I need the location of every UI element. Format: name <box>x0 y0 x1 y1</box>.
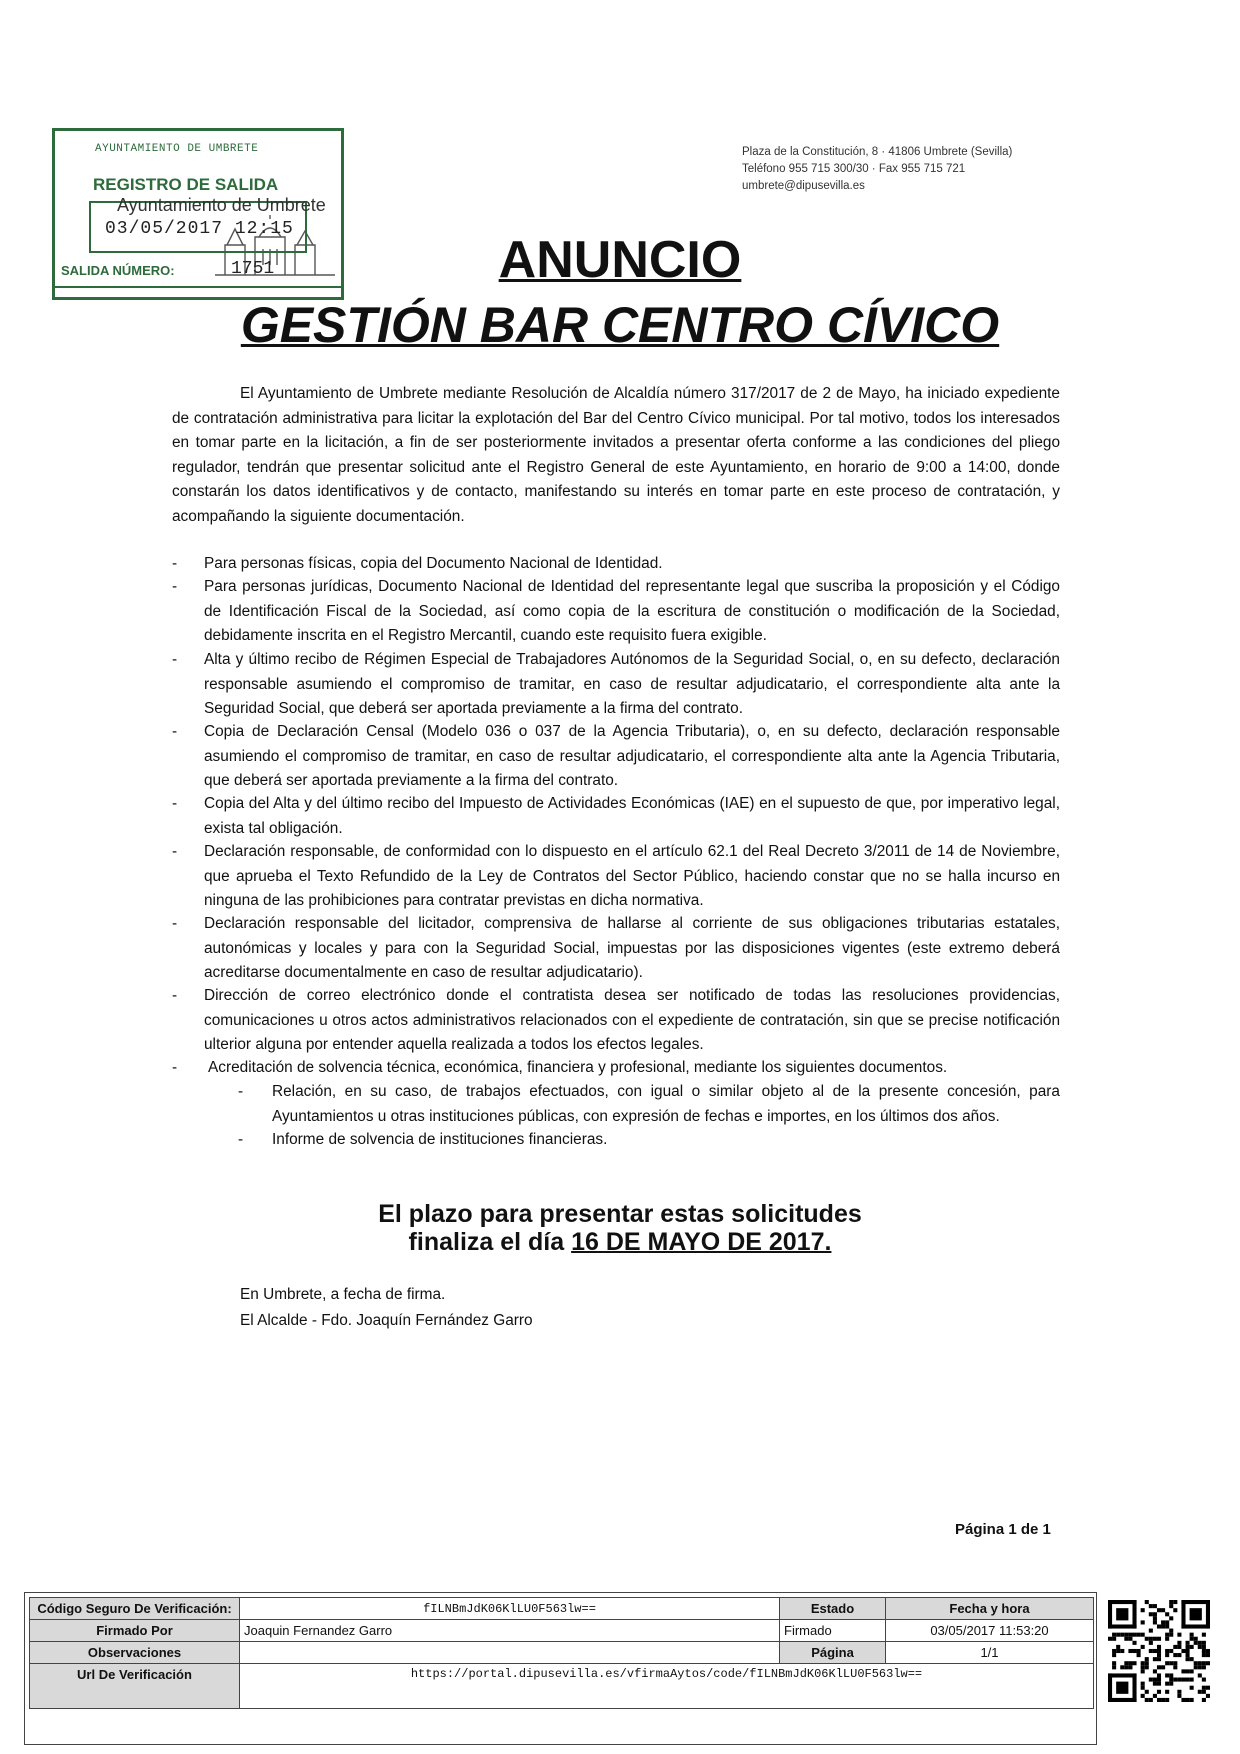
csv-value[interactable]: fILNBmJdK06KlLU0F563lw== <box>240 1598 780 1620</box>
observations-value <box>240 1642 780 1664</box>
list-item-text: Copia de Declaración Censal (Modelo 036 o 037 de la Agencia Tributaria), o, en su defecto, declaración responsable asumiendo el compromiso de tramitar, en caso de resultar adjudicatario, el correspondiente alta ante la Agencia Tributaria, que deberá ser aportada previamente a la firma del contrato. <box>204 723 1060 790</box>
url-label: Url De Verificación <box>30 1664 240 1709</box>
stamp-organization: AYUNTAMIENTO DE UMBRETE <box>95 143 259 155</box>
title-text: ANUNCIO <box>498 231 742 289</box>
signed-by-label: Firmado Por <box>30 1620 240 1642</box>
bullet-dash: - <box>172 723 178 740</box>
page-number: Página 1 de 1 <box>955 1521 1051 1538</box>
sub-list-item-text: Informe de solvencia de instituciones financieras. <box>272 1131 608 1148</box>
stamp-number-label: SALIDA NÚMERO: <box>61 263 175 278</box>
address-line: Plaza de la Constitución, 8 · 41806 Umbrete (Sevilla) <box>742 146 1013 158</box>
csv-label: Código Seguro De Verificación: <box>30 1598 240 1620</box>
date-header: Fecha y hora <box>886 1598 1094 1620</box>
email-line: umbrete@dipusevilla.es <box>742 180 865 192</box>
page-label: Página <box>780 1642 886 1664</box>
list-item-text: Declaración responsable del licitador, comprensiva de hallarse al corriente de sus obligaciones tributarias estatales, autonómicas y locales y para con la Seguridad Social, impuestas por las disposiciones vigentes (este extremo deberá acreditarse documentalmente en caso de resultar adjudicatario). <box>204 915 1060 982</box>
bullet-dash: - <box>172 987 178 1004</box>
bullet-dash: - <box>172 578 178 595</box>
stamp-subtitle: Ayuntamiento de Umbrete <box>117 195 326 215</box>
deadline-date: 16 DE MAYO DE 2017. <box>571 1228 832 1256</box>
stamp-number: 1751 <box>231 259 275 279</box>
bullet-dash: - <box>172 843 178 860</box>
document-subtitle <box>0 296 1240 354</box>
list-item-text: Para personas jurídicas, Documento Nacional de Identidad del representante legal que suscriba la proposición y el Código de Identificación Fiscal de la Sociedad, así como copia de la escritura de constitución o modificación de la Sociedad, debidamente inscrita en el Registro Mercantil, cuando este requisito fuera exigible. <box>204 578 1060 645</box>
list-item-text: Copia del Alta y del último recibo del Impuesto de Actividades Económicas (IAE) en el supuesto de que, por imperativo legal, exista tal obligación. <box>204 795 1060 837</box>
phone-line: Teléfono 955 715 300/30 · Fax 955 715 721 <box>742 163 966 175</box>
list-item-text: Acreditación de solvencia técnica, económica, financiera y profesional, mediante los siguientes documentos. <box>208 1059 948 1076</box>
state-value: Firmado <box>780 1620 886 1642</box>
url-value[interactable]: https://portal.dipusevilla.es/vfirmaAytos/code/fILNBmJdK06KlLU0F563lw== <box>240 1664 1094 1709</box>
deadline-line-1: El plazo para presentar estas solicitudes <box>378 1200 862 1228</box>
list-item-text: Alta y último recibo de Régimen Especial de Trabajadores Autónomos de la Seguridad Social, o, en su defecto, declaración responsable asumiendo el compromiso de tramitar, en caso de resultar adjudicatario, el correspondiente alta ante la Seguridad Social, que deberá ser aportada previamente a la firma del contrato. <box>204 651 1060 718</box>
signer: El Alcalde - Fdo. Joaquín Fernández Garro <box>240 1312 533 1329</box>
bullet-dash: - <box>238 1083 244 1100</box>
signing-place: En Umbrete, a fecha de firma. <box>240 1286 446 1303</box>
list-item-text: Declaración responsable, de conformidad con lo dispuesto en el artículo 62.1 del Real Decreto 3/2011 de 14 de Noviembre, que aprueba el Texto Refundido de la Ley de Contratos del Sector Público, haciendo constar que no se halla incurso en ninguna de las prohibiciones para contratar previstas en dicha normativa. <box>204 843 1060 910</box>
document-title <box>0 230 1240 290</box>
deadline-prefix: finaliza el día <box>408 1228 572 1256</box>
bullet-dash: - <box>172 651 178 668</box>
bullet-dash: - <box>238 1131 244 1148</box>
council-address <box>742 144 1012 195</box>
stamp-title: REGISTRO DE SALIDA <box>93 175 279 194</box>
bullet-dash: - <box>172 555 178 572</box>
list-item-text: Dirección de correo electrónico donde el contratista desea ser notificado de todas las resoluciones providencias, comunicaciones u otros actos administrativos relacionados con el expediente de contratación, sin que se precise notificación ulterior alguna por entender aquella realizada a todos los efectos legales. <box>204 987 1060 1054</box>
stamp-datetime: 03/05/2017 12:15 <box>105 219 294 239</box>
verification-box <box>24 1592 1097 1745</box>
sub-list-item-text: Relación, en su caso, de trabajos efectuados, con igual o similar objeto al de la presente concesión, para Ayuntamientos u otras instituciones públicas, con expresión de fechas e importes, en los últimos dos años. <box>272 1083 1060 1125</box>
bullet-dash: - <box>172 915 178 932</box>
date-value: 03/05/2017 11:53:20 <box>886 1620 1094 1642</box>
page-value: 1/1 <box>886 1642 1094 1664</box>
intro-paragraph: El Ayuntamiento de Umbrete mediante Resolución de Alcaldía número 317/2017 de 2 de Mayo, ha iniciado expediente de contratación administrativa para licitar la explotación del Bar del Centro Cívico municipal. Por tal motivo, todos los interesados en tomar parte en la licitación, a fin de ser posteriormente invitados a presentar oferta conforme a las condiciones del pliego regulador, tendrán que presentar solicitud ante el Registro General de este Ayuntamiento, en horario de 9:00 a 14:00, donde constarán los datos identificativos y de contacto, manifestando su interés en tomar parte en este proceso de contratación, y acompañando la siguiente documentación. <box>172 385 1060 525</box>
list-item-text: Para personas físicas, copia del Documento Nacional de Identidad. <box>204 555 663 572</box>
bullet-dash: - <box>172 795 178 812</box>
deadline-line-2 <box>0 1228 1240 1256</box>
verification-table <box>29 1597 1094 1709</box>
signed-by-value: Joaquin Fernandez Garro <box>240 1620 780 1642</box>
qr-code-icon <box>1108 1600 1210 1702</box>
observations-label: Observaciones <box>30 1642 240 1664</box>
bullet-dash: - <box>172 1059 178 1076</box>
state-header: Estado <box>780 1598 886 1620</box>
subtitle-text: GESTIÓN BAR CENTRO CÍVICO <box>240 297 1000 353</box>
